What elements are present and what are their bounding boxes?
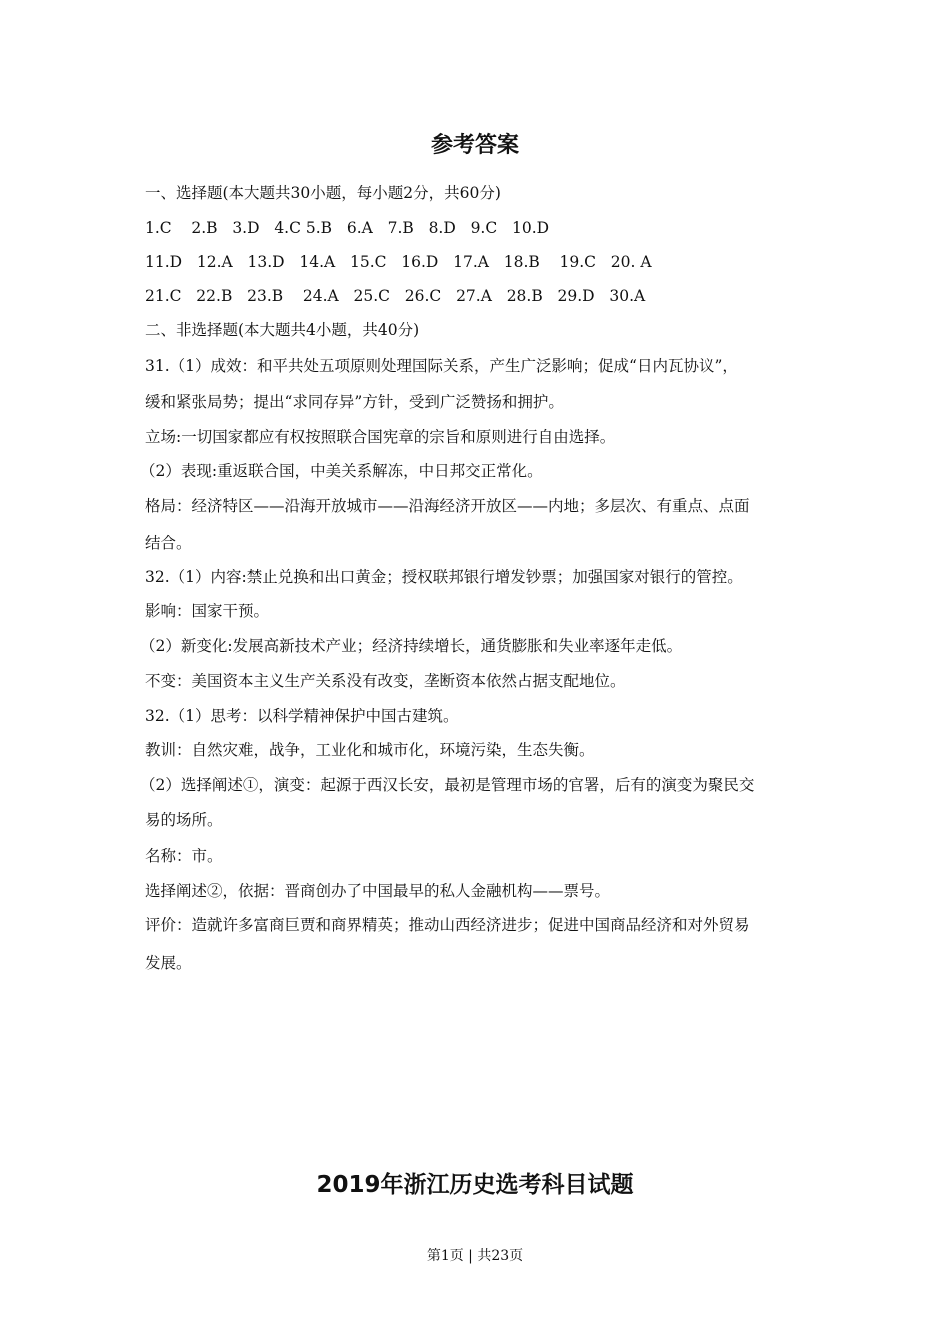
- answer-line: 31.（1）成效：和平共处五项原则处理国际关系，产生广泛影响；促成“日内瓦协议”，: [145, 357, 738, 375]
- answer-line: 教训：自然灾难，战争，工业化和城市化，环境污染，生态失衡。: [145, 741, 595, 759]
- answer-line: 二、非选择题(本大题共4小题，共40分): [145, 321, 420, 339]
- answer-line: 不变：美国资本主义生产关系没有改变，垄断资本依然占据支配地位。: [145, 672, 626, 690]
- answer-line: 32.（1）内容:禁止兑换和出口黄金；授权联邦银行增发钞票；加强国家对银行的管控。: [145, 568, 743, 586]
- answer-line: 1.C 2.B 3.D 4.C 5.B 6.A 7.B 8.D 9.C 10.D: [145, 219, 550, 237]
- answer-line: 易的场所。: [145, 811, 223, 829]
- answer-line: 选择阐述②，依据：晋商创办了中国最早的私人金融机构——票号。: [145, 882, 611, 900]
- answer-line: 21.C 22.B 23.B 24.A 25.C 26.C 27.A 28.B 29.D 30.A: [145, 287, 646, 305]
- answer-line: 发展。: [145, 954, 192, 972]
- page-title: 参考答案: [430, 133, 519, 158]
- answer-line: （2）选择阐述①，演变：起源于西汉长安，最初是管理市场的官署，后有的演变为聚民交: [140, 776, 755, 794]
- answer-line: 一、选择题(本大题共30小题，每小题2分，共60分): [145, 184, 501, 202]
- answer-line: 结合。: [145, 534, 192, 552]
- page-footer: 第1页 | 共23页: [426, 1248, 524, 1264]
- next-section-title: 2019年浙江历史选考科目试题: [316, 1172, 634, 1198]
- answer-line: 缓和紧张局势；提出“求同存异”方针，受到广泛赞扬和拥护。: [145, 393, 564, 411]
- answer-line: 11.D 12.A 13.D 14.A 15.C 16.D 17.A 18.B 19.C 20. A: [145, 253, 652, 271]
- answer-line: 影响：国家干预。: [145, 602, 270, 620]
- answer-line: 32.（1）思考：以科学精神保护中国古建筑。: [145, 707, 459, 725]
- answer-line: 名称：市。: [145, 847, 223, 865]
- answer-line: 立场:一切国家都应有权按照联合国宪章的宗旨和原则进行自由选择。: [145, 428, 616, 446]
- answer-line: （2）新变化:发展高新技术产业；经济持续增长，通货膨胀和失业率逐年走低。: [140, 637, 683, 655]
- answer-line: （2）表现:重返联合国，中美关系解冻，中日邦交正常化。: [140, 462, 543, 480]
- answer-line: 评价：造就许多富商巨贾和商界精英；推动山西经济进步；促进中国商品经济和对外贸易: [145, 916, 750, 934]
- answer-line: 格局：经济特区——沿海开放城市——沿海经济开放区——内地；多层次、有重点、点面: [145, 497, 750, 515]
